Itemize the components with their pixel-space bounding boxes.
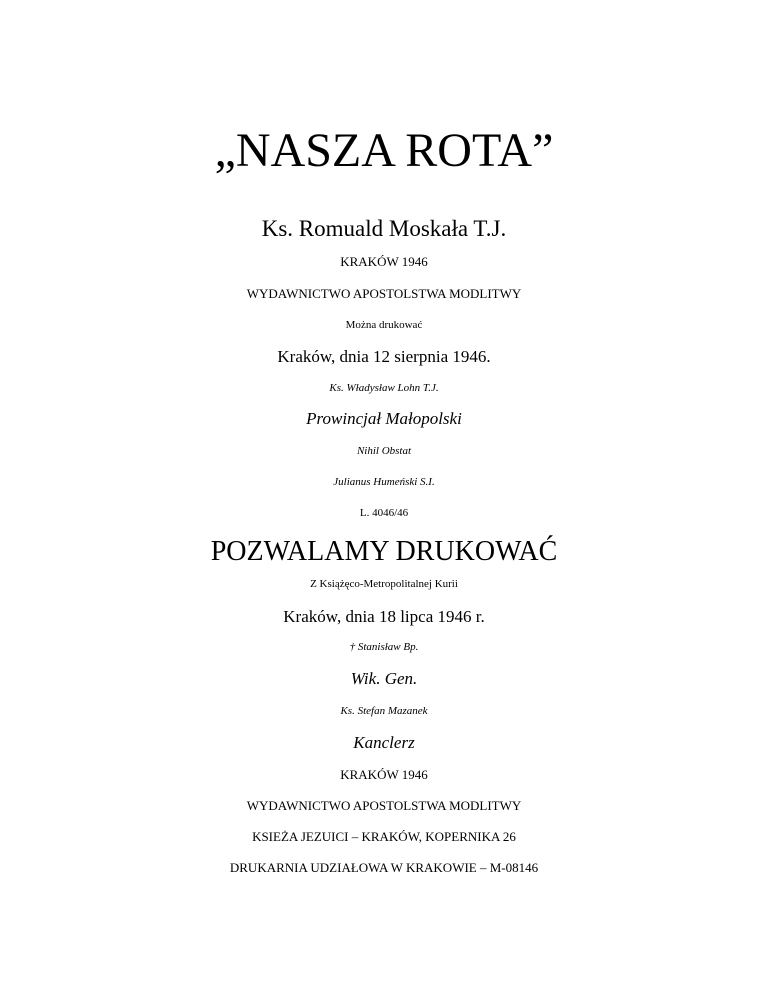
approval-date: Kraków, dnia 12 sierpnia 1946. xyxy=(277,347,491,366)
publisher-address: KSIEŻA JEZUICI – KRAKÓW, KOPERNIKA 26 xyxy=(252,829,516,844)
document-title: „NASZA ROTA” xyxy=(214,124,554,177)
place-year: KRAKÓW 1946 xyxy=(340,767,428,782)
publisher-name: WYDAWNICTWO APOSTOLSTWA MODLITWY xyxy=(246,798,522,813)
reference-number: L. 4046/46 xyxy=(359,507,409,519)
curia-name: Z Książęco-Metropolitalnej Kurii xyxy=(310,578,458,590)
place-year: KRAKÓW 1946 xyxy=(340,254,428,269)
printer-name: DRUKARNIA UDZIAŁOWA W KRAKOWIE – M-08146 xyxy=(229,860,539,875)
approval-heading: POZWALAMY DRUKOWAĆ xyxy=(210,536,558,567)
nihil-obstat-label: Nihil Obstat xyxy=(356,445,412,457)
chancellor-role: Kanclerz xyxy=(353,733,415,752)
chancellor-name: Ks. Stefan Mazanek xyxy=(340,705,428,717)
bishop-signature: † Stanisław Bp. xyxy=(349,641,419,653)
publisher-name: WYDAWNICTWO APOSTOLSTWA MODLITWY xyxy=(246,286,522,301)
approval-date: Kraków, dnia 18 lipca 1946 r. xyxy=(283,607,485,626)
signatory-role: Prowincjał Małopolski xyxy=(306,409,462,428)
bishop-role: Wik. Gen. xyxy=(350,669,418,688)
author-name: Ks. Romuald Moskała T.J. xyxy=(261,216,507,241)
signatory-name: Ks. Władysław Lohn T.J. xyxy=(329,382,439,394)
censor-name: Julianus Humeński S.I. xyxy=(333,476,435,488)
imprimatur-label: Można drukować xyxy=(345,319,423,331)
